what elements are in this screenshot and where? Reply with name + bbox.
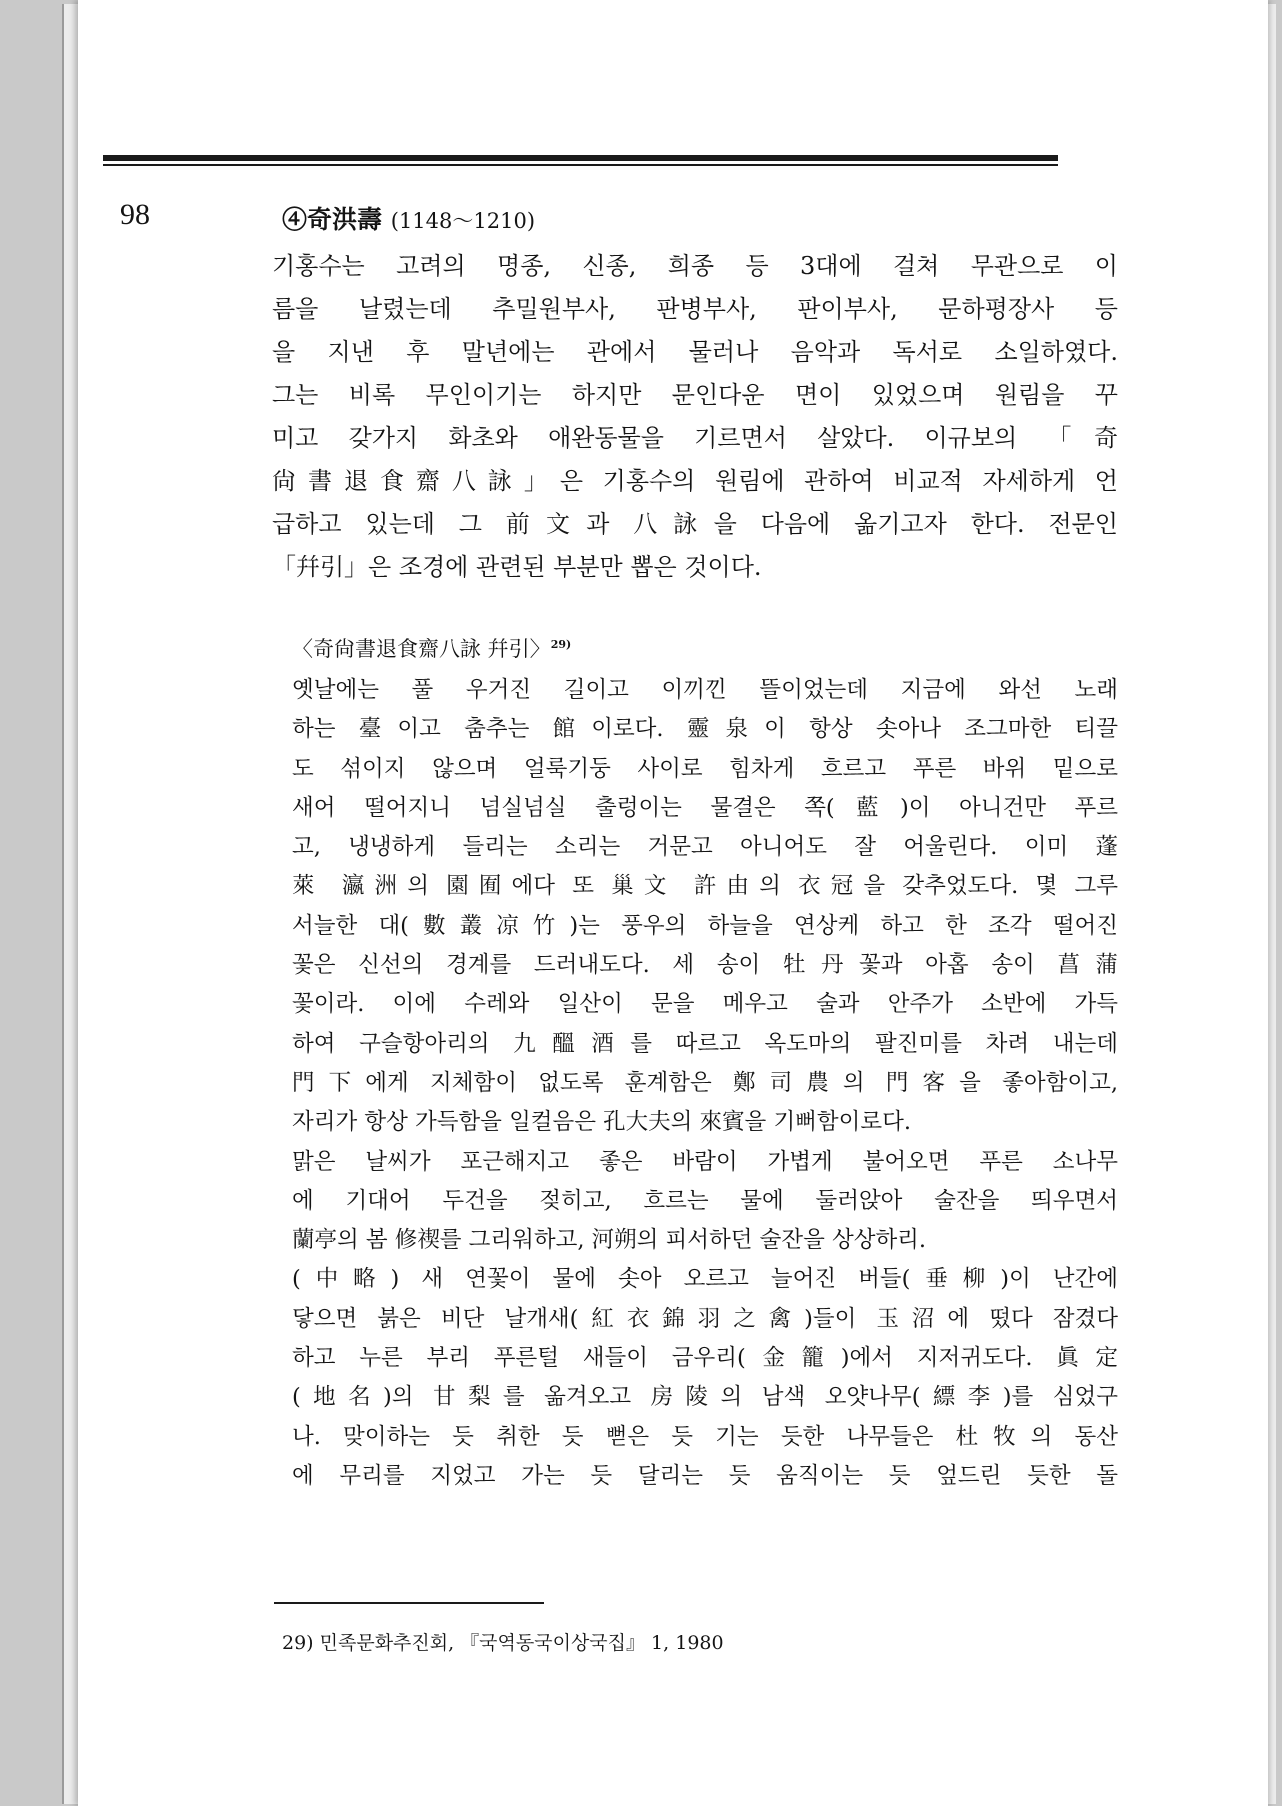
quote-line: 하고 누른 부리 푸른털 새들이 금우리(金籠)에서 지저귀도다. 眞定 xyxy=(292,1345,1118,1372)
intro-paragraph xyxy=(272,245,1118,589)
quote-line: 자리가 항상 가득함을 일컬음은 孔大夫의 來賓을 기뻐함이로다. xyxy=(292,1109,912,1136)
section-heading xyxy=(282,200,535,236)
quote-line: 에 기대어 두건을 젖히고, 흐르는 물에 둘러앉아 술잔을 띄우면서 xyxy=(292,1187,1118,1214)
intro-line: 을 지낸 후 말년에는 관에서 물러나 음악과 독서로 소일하였다. xyxy=(272,338,1118,366)
section-dates: (1148～1210) xyxy=(390,209,536,233)
intro-line: 름을 날렸는데 추밀원부사, 판병부사, 판이부사, 문하평장사 등 xyxy=(272,295,1118,323)
section-marker: ④ xyxy=(282,205,308,234)
footnote-rule xyxy=(274,1602,544,1604)
page-number: 98 xyxy=(120,198,150,231)
quote-line: 꽃은 신선의 경계를 드러내도다. 세 송이 牡丹꽃과 아홉 송이 菖蒲 xyxy=(292,952,1118,979)
quote-line: 닿으면 붉은 비단 날개새(紅衣錦羽之禽)들이 玉沼에 떴다 잠겼다 xyxy=(292,1305,1118,1332)
quote-line: (中略) 새 연꽃이 물에 솟아 오르고 늘어진 버들(垂柳)이 난간에 xyxy=(292,1266,1118,1293)
intro-line: 급하고 있는데 그 前文과 八詠을 다음에 옮기고자 한다. 전문인 xyxy=(272,510,1118,538)
quote-title-text: 〈奇尙書退食齋八詠 幷引〉 xyxy=(292,637,551,661)
quote-line: 꽃이라. 이에 수레와 일산이 문을 메우고 술과 안주가 소반에 가득 xyxy=(292,991,1118,1018)
quote-line: 門下에게 지체함이 없도록 훈계함은 鄭司農의 門客을 좋아함이고, xyxy=(292,1069,1119,1096)
intro-line: 기홍수는 고려의 명종, 신종, 희종 등 3대에 걸쳐 무관으로 이 xyxy=(272,252,1118,280)
quote-paragraph xyxy=(292,671,1118,1496)
footnote: 29) 민족문화추진회, 『국역동국이상국집』 1, 1980 xyxy=(282,1632,724,1654)
quote-line: 하여 구슬항아리의 九醞酒를 따르고 옥도마의 팔진미를 차려 내는데 xyxy=(292,1030,1118,1057)
footnote-ref: 29) xyxy=(550,638,572,651)
intro-line: 그는 비록 무인이기는 하지만 문인다운 면이 있었으며 원림을 꾸 xyxy=(272,381,1118,409)
quote-line: 蘭亭의 봄 修禊를 그리워하고, 河朔의 피서하던 술잔을 상상하리. xyxy=(292,1227,927,1254)
intro-line: 尙書退食齋八詠」은 기홍수의 원림에 관하여 비교적 자세하게 언 xyxy=(272,467,1118,495)
quote-line: 나. 맞이하는 듯 취한 듯 뻗은 듯 기는 듯한 나무들은 杜牧의 동산 xyxy=(292,1423,1118,1450)
section-title: 奇洪壽 xyxy=(307,205,383,234)
quote-line: 맑은 날씨가 포근해지고 좋은 바람이 가볍게 불어오면 푸른 소나무 xyxy=(292,1148,1118,1175)
quote-line: 서늘한 대(數叢凉竹)는 풍우의 하늘을 연상케 하고 한 조각 떨어진 xyxy=(292,912,1118,939)
quote-line: (地名)의 甘梨를 옮겨오고 房陵의 남색 오얏나무(縹李)를 심었구 xyxy=(292,1384,1118,1411)
intro-line: 「幷引」은 조경에 관련된 부분만 뽑은 것이다. xyxy=(272,553,762,581)
header-rule-thick xyxy=(103,155,1058,161)
quote-line: 옛날에는 풀 우거진 길이고 이끼낀 뜰이었는데 지금에 와선 노래 xyxy=(292,677,1118,703)
quote-title xyxy=(292,633,571,663)
intro-line: 미고 갖가지 화초와 애완동물을 기르면서 살았다. 이규보의 「奇 xyxy=(272,424,1118,452)
header-rule xyxy=(103,155,1058,166)
header-rule-thin xyxy=(103,164,1058,166)
quote-line: 새어 떨어지니 넘실넘실 출렁이는 물결은 쪽(藍)이 아니건만 푸르 xyxy=(292,794,1118,821)
quote-line: 萊 瀛洲의 園囿에다 또 巢文 許由의 衣冠을 갖추었도다. 몇 그루 xyxy=(292,873,1118,900)
quote-line: 도 섞이지 않으며 얼룩기둥 사이로 힘차게 흐르고 푸른 바위 밑으로 xyxy=(292,755,1118,782)
quote-line: 에 무리를 지었고 가는 듯 달리는 듯 움직이는 듯 엎드린 듯한 돌 xyxy=(292,1462,1118,1489)
quote-line: 고, 냉냉하게 들리는 소리는 거문고 아니어도 잘 어울린다. 이미 蓬 xyxy=(292,834,1118,861)
quote-line: 하는 臺이고 춤추는 館이로다. 靈泉이 항상 솟아나 조그마한 티끌 xyxy=(292,716,1118,743)
